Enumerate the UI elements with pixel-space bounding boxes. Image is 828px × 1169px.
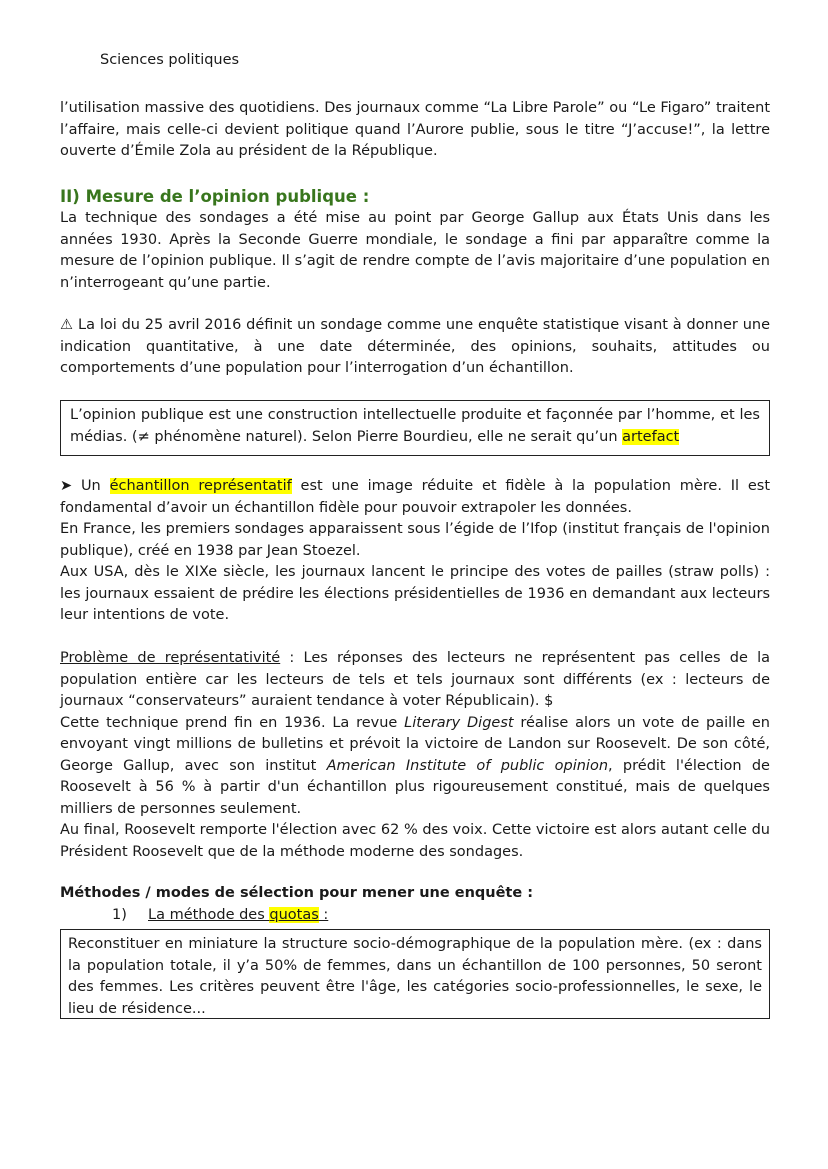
representativite-paragraph: Problème de représentativité : Les réponses des lecteurs ne représentent pas celles de la population entière car les lecteurs de tels et tels journaux sont différents (ex : lecteurs de journaux “conservateurs” auraient tendance à voter Républicain). $ Cette technique prend fin en 1936. La revue Literary Digest réalise alors un vote de paille en envoyant vingt millions de bulletins et prévoit la victoire de Landon sur Roosevelt. De son côté, George Gallup, avec son institut American Institute of public opinion, prédit l'élection de Roosevelt à 56 % à partir d'un échantillon plus rigoureusement constitué, mais de quelques milliers de personnes seulement. Au final, Roosevelt remporte l'élection avec 62 % des voix. Cette victoire est alors autant celle du Président Roosevelt que de la méthode moderne des sondages. <box>60 648 770 863</box>
institute-name: American Institute of public opinion <box>326 757 609 774</box>
page-header: Sciences politiques <box>100 52 240 68</box>
gallup-paragraph: La technique des sondages a été mise au point par George Gallup aux États Unis dans les années 1930. Après la Seconde Guerre mondiale, le sondage a fini par apparaître comme la mesure de l’opinion publique. Il s’agit de rendre compte de l’avis majoritaire d’une population en n’interrogeant qu’une partie. <box>60 210 770 291</box>
usa-paragraph: Aux USA, dès le XIXe siècle, les journaux lancent le principe des votes de pailles (straw polls) : les journaux essaient de prédire les élections présidentielles de 1936 en demandant aux lecteurs leur intentions de vote. <box>60 564 770 623</box>
opinion-definition-box <box>60 400 770 456</box>
probleme-label: Problème de représentativité <box>60 650 281 666</box>
warning-paragraph: ⚠ La loi du 25 avril 2016 définit un sondage comme une enquête statistique visant à donner une indication quantitative, à une date déterminée, des opinions, souhaits, attitudes ou comportements d’une population pour l’interrogation d’un échantillon. <box>60 317 770 376</box>
highlight-artefact: artefact <box>622 428 680 445</box>
section-heading: II) Mesure de l’opinion publique : <box>60 187 370 206</box>
highlight-echantillon: échantillon représentatif <box>109 478 292 494</box>
final-paragraph: Au final, Roosevelt remporte l'élection avec 62 % des voix. Cette victoire est alors autant celle du Président Roosevelt que de la méthode moderne des sondages. <box>60 822 770 860</box>
echantillon-paragraph: ➤ Un échantillon représentatif est une image réduite et fidèle à la population mère. Il est fondamental d’avoir un échantillon fidèle pour pouvoir extrapoler les données. En France, les premiers sondages apparaissent sous l’égide de l’Ifop (institut français de l'opinion publique), créé en 1938 par Jean Stoezel. Aux USA, dès le XIXe siècle, les journaux lancent le principe des votes de pailles (straw polls) : les journaux essaient de prédire les élections présidentielles de 1936 en demandant aux lecteurs leur intentions de vote. <box>60 476 770 627</box>
quotas-definition-box: Reconstituer en miniature la structure socio-démographique de la population mère. (ex : dans la population totale, il y’a 50% de femmes, dans un échantillon de 100 personnes, 50 seront des femmes. Les critères peuvent être l'âge, les catégories socio-professionnelles, le sexe, le lieu de résidence... <box>60 929 770 1019</box>
quotas-label: La méthode des quotas : <box>148 907 329 923</box>
literary-digest-paragraph: Cette technique prend fin en 1936. La revue Literary Digest réalise alors un vote de paille en envoyant vingt millions de bulletins et prévoit la victoire de Landon sur Roosevelt. De son côté, George Gallup, avec son institut American Institute of public opinion, prédit l'élection de Roosevelt à 56 % à partir d'un échantillon plus rigoureusement constitué, mais de quelques milliers de personnes seulement. <box>60 714 770 817</box>
intro-paragraph: l’utilisation massive des quotidiens. Des journaux comme “La Libre Parole” ou “Le Figaro” traitent l’affaire, mais celle-ci devient politique quand l’Aurore publie, sous le titre “J’accuse!”, la lettre ouverte d’Émile Zola au président de la République. <box>60 100 770 159</box>
list-number: 1) <box>112 907 127 923</box>
highlight-quotas: quotas <box>269 907 319 923</box>
journal-name: Literary Digest <box>404 714 514 731</box>
arrow-bullet: ➤ Un <box>60 478 110 494</box>
box-text: L’opinion publique est une construction intellectuelle produite et façonnée par l’homme, et les médias. (≠ phénomène naturel). Selon Pierre Bourdieu, elle ne serait qu’un <box>70 407 760 445</box>
methodes-heading: Méthodes / modes de sélection pour mener une enquête : <box>60 885 534 901</box>
list-item-quotas <box>112 905 328 925</box>
france-paragraph: En France, les premiers sondages apparaissent sous l’égide de l’Ifop (institut français de l'opinion publique), créé en 1938 par Jean Stoezel. <box>60 521 770 559</box>
